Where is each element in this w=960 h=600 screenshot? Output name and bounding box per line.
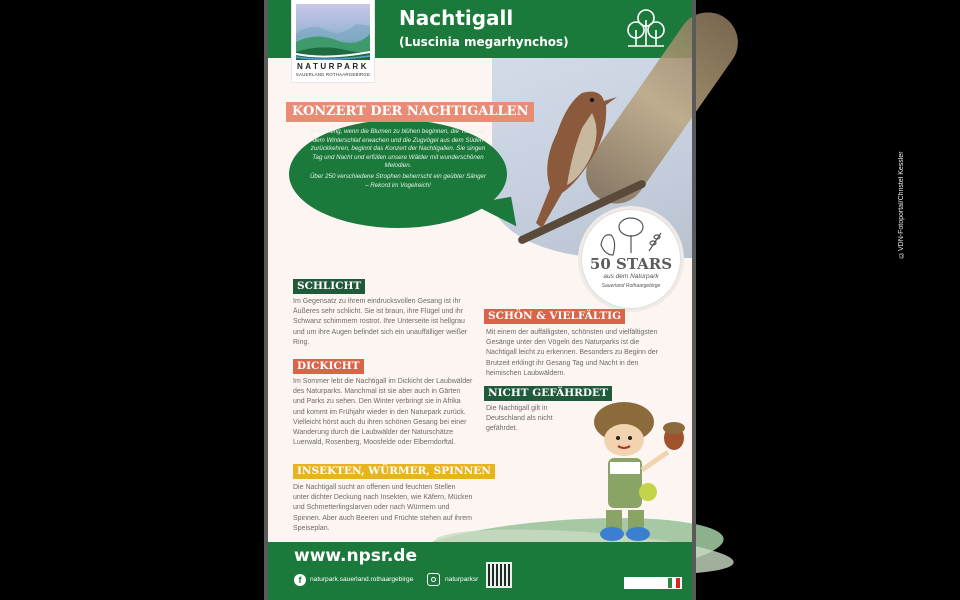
logo-name: NATURPARK — [297, 62, 369, 71]
mountain-landscape-icon — [296, 4, 370, 60]
bird-tree-leaf-icon — [595, 215, 667, 257]
section-heading-dickicht: DICKICHT — [293, 359, 364, 374]
trees-icon — [624, 6, 668, 50]
poster — [264, 0, 905, 600]
naturpark-logo — [292, 0, 374, 82]
section-heading-nicht-gefaehrdet: NICHT GEFÄHRDET — [484, 386, 612, 401]
concert-paragraph-1: Im Frühling, wenn die Blumen zu blühen beginnen, die Tiere aus dem Winterschlaf erwachen und die Zugvögel aus dem Süden zurückkehren, beginnt das Konzert der Nachtigallen. Sie singen Tag und Nacht und erfüllen unsere Wälder mit wunderschönen Melodien. — [309, 128, 487, 170]
ministry-logo — [624, 577, 682, 589]
section-heading-schoen: SCHÖN & VIELFÄLTIG — [484, 309, 625, 324]
nrw-flag-icon — [668, 578, 680, 588]
section-body-nicht-gefaehrdet: Die Nachtigall gilt in Deutschland als nicht gefährdet. — [486, 405, 553, 433]
instagram-icon — [427, 573, 440, 586]
photo-credit: ©VDN-Fotoportal/Christel Kessler — [898, 151, 905, 258]
page-edge-right — [692, 0, 696, 600]
acorn-mascot-icon — [584, 392, 684, 542]
section-body-insekten: Die Nachtigall sucht an offenen und feuchten Stellen unter dichter Deckung nach Insekten, wie Käfern, Mücken und Schmetterlingslarven oder nach Würmern und Spinnen. Aber auch Beeren und Früchte stehen auf ihrem Speiseplan. — [293, 484, 473, 532]
badge-title: 50 STARS — [589, 255, 673, 273]
section-body-dickicht: Im Sommer lebt die Nachtigall im Dickicht der Laubwälder des Naturparks. Manchmal ist sie aber auch in Gärten und Parks zu sehen. Den Winter verbringt sie in Afrika und kommt im Frühjahr wieder in den Naturpark zurück. Vielleicht hörst auch du ihren schönen Gesang bei einer Wanderung durch die Laubwälder der Naturschätze Luerwald, Rosenberg, Moosfelde oder Elberndorftal. — [293, 378, 473, 447]
website-link[interactable]: www.npsr.de — [294, 546, 417, 566]
facebook-handle[interactable]: naturpark.sauerland.rothaargebirge — [310, 576, 414, 583]
facebook-icon: f — [294, 574, 306, 586]
page-edge-left — [264, 0, 268, 600]
section-body-schoen: Mit einem der auffälligsten, schönsten und vielfältigsten Gesänge unter den Vögeln des Naturparks ist die Nachtigall leicht zu erkennen. Besonders zu Beginn der Brutzeit erklingt ihr Gesang Tag und Nacht in den heimischen Laubwäldern. — [486, 329, 658, 377]
badge-subtitle-2: Sauerland Rothaargebirge — [601, 283, 661, 289]
fifty-stars-badge — [578, 206, 684, 312]
page-subtitle: (Luscinia megarhynchos) — [399, 35, 569, 49]
badge-subtitle: aus dem Naturpark — [603, 273, 659, 280]
section-body-schlicht: Im Gegensatz zu ihrem eindrucksvollen Gesang ist ihr Äußeres sehr schlicht. Sie ist braun, ihre Flügel und ihr Schwanz schimmern rostrot. Ihre Unterseite ist hellgrau und um ihre Augen befindet sich ein unauffälliger weißer Ring. — [293, 298, 468, 346]
section-heading-schlicht: SCHLICHT — [293, 279, 365, 294]
qr-code — [486, 562, 512, 588]
concert-paragraph-2: Über 250 verschiedene Strophen beherrscht ein geübter Sänger – Rekord im Vogelreich! — [309, 172, 487, 189]
page-title: Nachtigall — [399, 6, 514, 30]
concert-heading: KONZERT DER NACHTIGALLEN — [286, 102, 534, 122]
section-heading-insekten: INSEKTEN, WÜRMER, SPINNEN — [293, 464, 495, 479]
logo-subtitle: SAUERLAND ROTHAARGEBIRGE — [295, 72, 371, 77]
instagram-handle[interactable]: naturparksr — [445, 576, 479, 583]
concert-text — [308, 128, 488, 192]
